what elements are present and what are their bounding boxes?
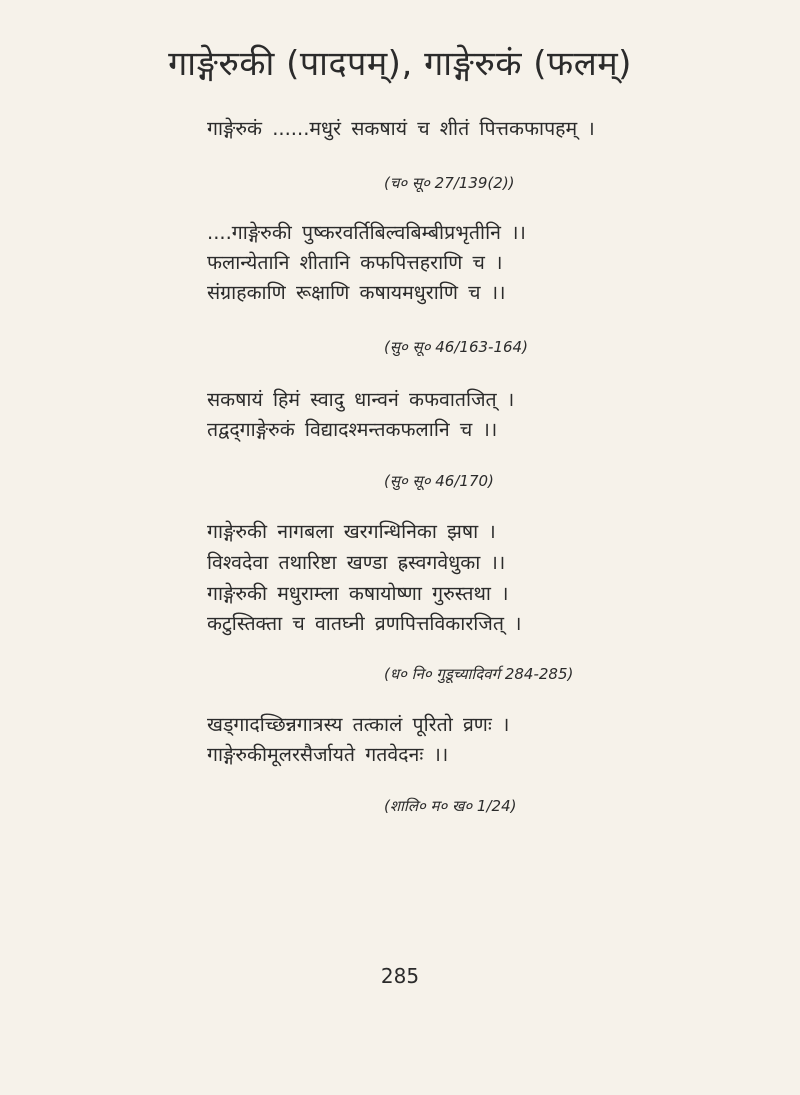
verse-reference: (सु० सू० 46/163-164)	[384, 338, 528, 356]
page-title: गाङ्गेरुकी (पादपम्), गाङ्गेरुकं (फलम्)	[168, 44, 632, 84]
verse-line: गाङ्गेरुकं ......मधुरं सकषायं च शीतं पित्तकफापहम् ।	[207, 117, 595, 140]
verse-line: तद्वद्‌गाङ्गेरुकं विद्यादश्मन्तकफलानि च ।।	[207, 418, 498, 441]
verse-line: संग्राहकाणि रूक्षाणि कषायमधुराणि च ।।	[207, 281, 506, 304]
verse-reference: (ध० नि० गुडूच्यादिवर्ग 284-285)	[384, 665, 574, 683]
page-number: 285	[380, 964, 420, 988]
verse-line: गाङ्गेरुकी मधुराम्ला कषायोष्णा गुरुस्तथा ।	[207, 582, 509, 605]
verse-reference: (शालि० म० ख० 1/24)	[384, 797, 517, 815]
verse-line: ....गाङ्गेरुकी पुष्करवर्तिबिल्वबिम्बीप्रभृतीनि ।।	[207, 221, 526, 244]
verse-reference: (सु० सू० 46/170)	[384, 472, 494, 490]
verse-line: सकषायं हिमं स्वादु धान्वनं कफवातजित् ।	[207, 388, 515, 411]
verse-reference: (च० सू० 27/139(2))	[384, 174, 515, 192]
verse-line: फलान्येतानि शीतानि कफपित्तहराणि च ।	[207, 251, 503, 274]
verse-line: विश्वदेवा तथारिष्टा खण्डा ह्रस्वगवेधुका ।।	[207, 551, 506, 574]
verse-line: कटुस्तिक्ता च वातघ्नी व्रणपित्तविकारजित् ।	[207, 612, 522, 635]
verse-line: गाङ्गेरुकीमूलरसैर्जायते गतवेदनः ।।	[207, 743, 449, 766]
verse-line: खड्गादच्छिन्नगात्रस्य तत्कालं पूरितो व्रणः ।	[207, 713, 510, 736]
verse-line: गाङ्गेरुकी नागबला खरगन्धिनिका झषा ।	[207, 520, 496, 543]
